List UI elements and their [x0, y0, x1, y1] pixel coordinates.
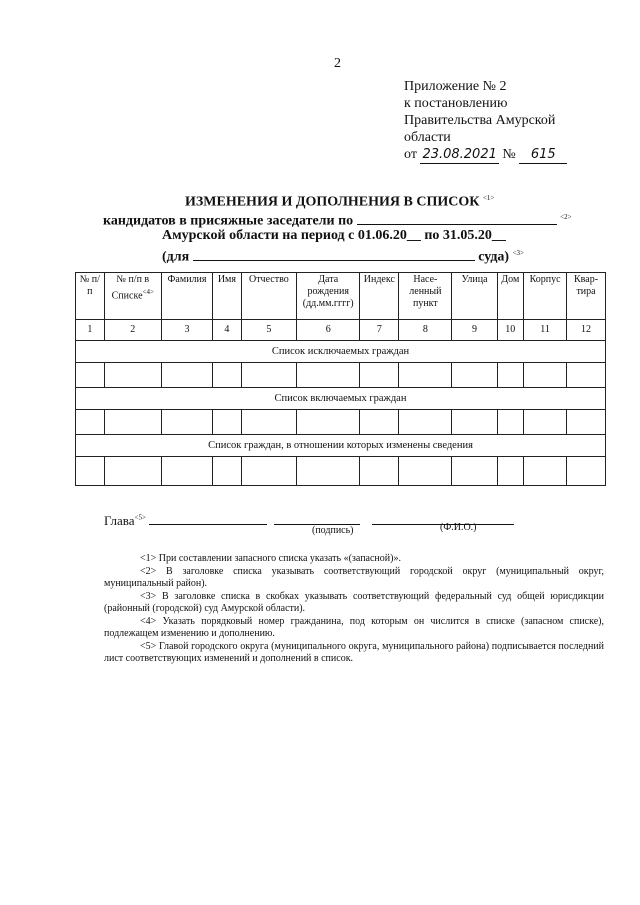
appendix-line3: Правительства Амурской — [404, 113, 556, 128]
empty-cell — [399, 457, 452, 486]
appendix-date-line — [404, 146, 567, 164]
col-header-2-footnote: <4> — [142, 288, 154, 296]
empty-cell — [360, 410, 399, 435]
title-line2-text: кандидатов в присяжные заседатели по — [103, 213, 354, 229]
col-header-12: Квар-тира — [567, 273, 606, 320]
empty-cell — [399, 363, 452, 388]
empty-cell — [524, 457, 567, 486]
col-number: 9 — [452, 320, 497, 341]
empty-cell — [497, 410, 524, 435]
signature-label: Глава — [104, 513, 135, 528]
col-number: 5 — [241, 320, 296, 341]
empty-cell — [213, 457, 242, 486]
empty-cell — [360, 457, 399, 486]
col-header-6: Дата рождения (дд.мм.гггг) — [296, 273, 359, 320]
empty-cell — [524, 410, 567, 435]
empty-row-included — [76, 410, 606, 435]
title-line4-prefix: (для — [162, 249, 190, 265]
col-header-2-text: № п/п в Списке — [111, 274, 150, 302]
empty-cell — [213, 410, 242, 435]
district-blank-line — [357, 212, 557, 225]
handwritten-number: 615 — [519, 146, 567, 164]
col-number: 1 — [76, 320, 105, 341]
blank-line — [149, 512, 267, 525]
col-header-1: № п/п — [76, 273, 105, 320]
section-row-included — [76, 388, 606, 410]
date-prefix: от — [404, 147, 417, 162]
col-number: 6 — [296, 320, 359, 341]
footnote-3: <3> В заголовке списка в скобках указывать соответствующий федеральный суд общей юрисдикции (районный (городской) суд Амурской области). — [104, 590, 604, 614]
title-line3: Амурской области на период с 01.06.20__ по 31.05.20__ — [162, 228, 506, 243]
col-number: 12 — [567, 320, 606, 341]
title-footnote-2: <2> — [560, 213, 572, 221]
empty-cell — [296, 457, 359, 486]
section-changed-title: Список граждан, в отношении которых изменены сведения — [76, 435, 606, 457]
empty-cell — [452, 410, 497, 435]
title-line4 — [162, 245, 524, 266]
empty-cell — [213, 363, 242, 388]
col-number: 10 — [497, 320, 524, 341]
empty-row-changed — [76, 457, 606, 486]
footnote-1: <1> При составлении запасного списка указать «(запасной)». — [140, 553, 401, 564]
number-sign: № — [502, 147, 516, 162]
empty-cell — [399, 410, 452, 435]
col-header-5: Отчество — [241, 273, 296, 320]
col-number: 4 — [213, 320, 242, 341]
empty-cell — [161, 410, 212, 435]
empty-cell — [567, 410, 606, 435]
empty-cell — [296, 363, 359, 388]
empty-cell — [76, 410, 105, 435]
appendix-block — [404, 78, 567, 164]
empty-cell — [452, 363, 497, 388]
signature-footnote: <5> — [134, 513, 146, 522]
section-included-title: Список включаемых граждан — [76, 388, 606, 410]
footnote-2: <2> В заголовке списка указывать соответствующий городской округ (муниципальный округ, муниципальный район). — [104, 565, 604, 589]
empty-cell — [452, 457, 497, 486]
column-number-row — [76, 320, 606, 341]
col-number: 8 — [399, 320, 452, 341]
col-number: 2 — [104, 320, 161, 341]
col-number: 7 — [360, 320, 399, 341]
empty-cell — [524, 363, 567, 388]
title-footnote-3: <3> — [512, 249, 524, 257]
empty-cell — [241, 457, 296, 486]
empty-cell — [161, 457, 212, 486]
col-number: 3 — [161, 320, 212, 341]
empty-cell — [241, 363, 296, 388]
col-header-7: Индекс — [360, 273, 399, 320]
header-row — [76, 273, 606, 320]
section-row-changed — [76, 435, 606, 457]
page-number: 2 — [334, 56, 341, 71]
empty-cell — [360, 363, 399, 388]
col-number: 11 — [524, 320, 567, 341]
empty-row-excluded — [76, 363, 606, 388]
empty-cell — [567, 363, 606, 388]
empty-cell — [76, 457, 105, 486]
empty-cell — [161, 363, 212, 388]
footnote-4: <4> Указать порядковый номер гражданина, под которым он числится в списке (запасном списке), подлежащем изменению и дополнению. — [104, 615, 604, 639]
footnote-5: <5> Главой городского округа (муниципального округа, муниципального района) подписывается последний лист соответствующих изменений и дополнений в список. — [104, 640, 604, 664]
col-header-11: Корпус — [524, 273, 567, 320]
col-header-10: Дом — [497, 273, 524, 320]
appendix-line1: Приложение № 2 — [404, 79, 507, 94]
empty-cell — [567, 457, 606, 486]
col-header-3: Фамилия — [161, 273, 212, 320]
section-row-excluded — [76, 341, 606, 363]
section-excluded-title: Список исключаемых граждан — [76, 341, 606, 363]
empty-cell — [104, 363, 161, 388]
empty-cell — [296, 410, 359, 435]
empty-cell — [104, 410, 161, 435]
changes-table — [75, 272, 606, 486]
title-footnote-1: <1> — [482, 194, 495, 202]
footnotes — [104, 553, 604, 666]
appendix-line2: к постановлению — [404, 96, 508, 111]
empty-cell — [497, 457, 524, 486]
title-line1 — [185, 190, 494, 211]
court-blank-line — [193, 248, 475, 261]
empty-cell — [104, 457, 161, 486]
empty-cell — [241, 410, 296, 435]
col-header-4: Имя — [213, 273, 242, 320]
col-header-8: Насе-ленный пункт — [399, 273, 452, 320]
signature-blank-line — [274, 512, 360, 525]
empty-cell — [497, 363, 524, 388]
title-line4-suffix: суда) — [478, 249, 510, 265]
col-header-2 — [104, 273, 161, 320]
caption-name: (Ф.И.О.) — [440, 522, 477, 533]
title-text: ИЗМЕНЕНИЯ И ДОПОЛНЕНИЯ В СПИСОК — [185, 194, 480, 210]
handwritten-date: 23.08.2021 — [422, 147, 497, 162]
col-header-9: Улица — [452, 273, 497, 320]
caption-signature: (подпись) — [312, 525, 354, 536]
appendix-line4: области — [404, 130, 451, 145]
empty-cell — [76, 363, 105, 388]
